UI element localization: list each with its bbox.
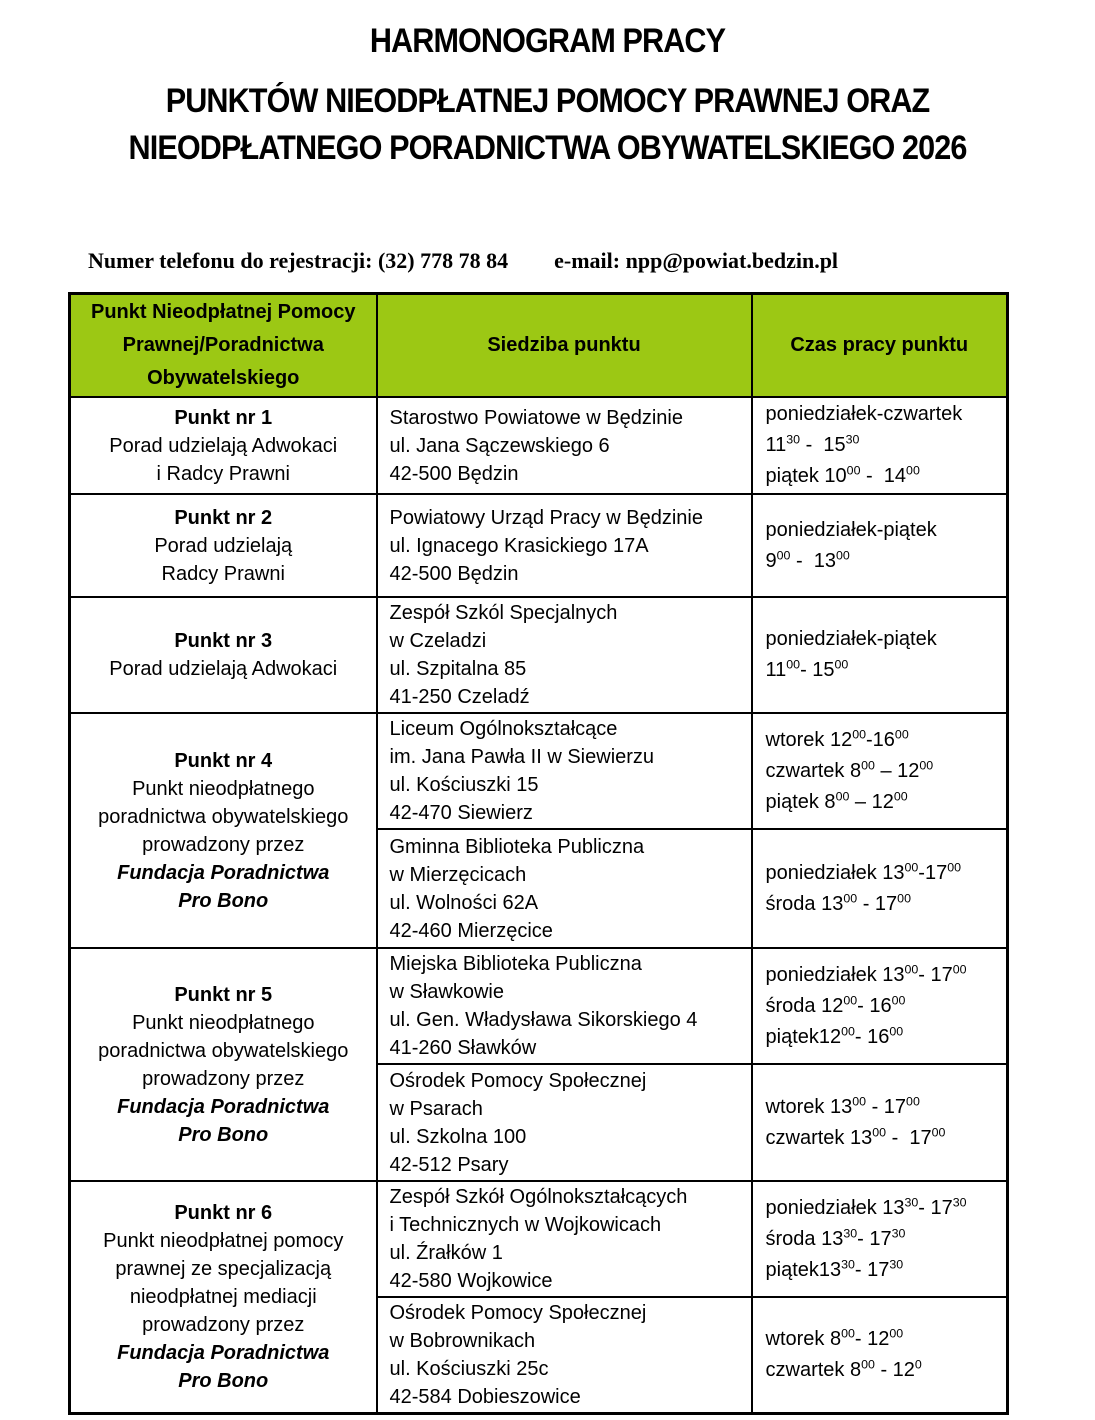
- superscript: 00: [891, 992, 906, 1007]
- punkt-cell: [70, 397, 377, 494]
- schedule-table: [68, 292, 1009, 1415]
- czas-cell: [752, 597, 1008, 713]
- superscript: 00: [889, 1326, 904, 1341]
- text-line: Gminna Biblioteka Publiczna: [389, 835, 645, 858]
- contact-line: [88, 248, 1095, 274]
- table-row-punkt-1: [70, 397, 1008, 494]
- superscript: 00: [919, 757, 934, 772]
- punkt-foundation-name: [81, 1093, 366, 1149]
- punkt-description: [81, 1009, 366, 1093]
- text-line: nieodpłatnej mediacji: [129, 1286, 317, 1308]
- text-line: poniedziałek-piątek: [765, 518, 937, 541]
- text-line: Porad udzielają: [154, 534, 293, 557]
- text-line: 41-250 Czeladź: [389, 686, 530, 708]
- text-line: Porad udzielają Adwokaci: [109, 658, 338, 680]
- superscript: 00: [852, 726, 867, 741]
- punkt-description: [81, 432, 366, 488]
- text-line: środa $12^{00}-$ $16^{00}$: [765, 992, 906, 1017]
- superscript: 00: [836, 547, 850, 562]
- text-line: Liceum Ogólnokształcące: [389, 718, 618, 740]
- page-subtitle: [55, 78, 1041, 172]
- superscript: 00: [846, 463, 861, 478]
- punkt-cell: [70, 713, 377, 948]
- czas-cell: [752, 1064, 1008, 1181]
- text-line: Ośrodek Pomocy Społecznej: [389, 1302, 647, 1324]
- text-line: Pro Bono: [178, 889, 269, 912]
- text-line: ul. Gen. Władysława Sikorskiego 4: [389, 1009, 698, 1031]
- punkt-name: Punkt nr 4: [174, 749, 273, 772]
- text-line: 42-470 Siewierz: [389, 802, 533, 824]
- superscript: 00: [841, 1023, 855, 1038]
- text-line: Pro Bono: [178, 1370, 269, 1392]
- superscript: 00: [861, 1357, 875, 1372]
- punkt-name: Punkt nr 5: [174, 983, 273, 1006]
- superscript: 30: [889, 1256, 904, 1271]
- text-line: Punkt nieodpłatnego: [132, 1011, 315, 1034]
- text-line: wtorek $12^{00}-16^{00}$: [765, 726, 909, 751]
- text-line: Powiatowy Urząd Pracy w Będzinie: [389, 506, 703, 529]
- text-line: im. Jana Pawła II w Siewierzu: [389, 746, 655, 768]
- siedziba-cell: [377, 1064, 752, 1181]
- text-line: $piątek12^{00}-$ $16^{00}$: [765, 1023, 904, 1048]
- punkt-cell: [70, 1181, 377, 1414]
- superscript: 00: [843, 890, 858, 905]
- text-line: ul. Szkolna 100: [389, 1125, 527, 1148]
- column-header-siedziba: Siedziba punktu: [377, 294, 752, 398]
- text-line: prawnej ze specjalizacją: [115, 1258, 332, 1280]
- text-line: 41-260 Sławków: [389, 1037, 537, 1059]
- registration-phone: Numer telefonu do rejestracji: (32) 778 78 84: [88, 248, 509, 273]
- text-line: Zespół Szkół Ogólnokształcących: [389, 1186, 688, 1208]
- superscript: 00: [776, 547, 791, 562]
- czas-cell: [752, 494, 1008, 597]
- text-line: środa $13^{30}-$ $17^{30}$: [765, 1225, 906, 1250]
- text-line: $11^{00}-$ $15^{00}$: [765, 657, 849, 681]
- text-line: poniedziałek $13^{30}-$ $17^{30}$: [765, 1194, 967, 1219]
- subtitle-line-1: PUNKTÓW NIEODPŁATNEJ POMOCY PRAWNEJ ORAZ: [165, 82, 930, 120]
- text-line: w Sławkowie: [389, 981, 504, 1003]
- text-line: Ośrodek Pomocy Społecznej: [389, 1069, 647, 1092]
- punkt-foundation-name: [81, 1339, 366, 1395]
- superscript: 00: [894, 726, 909, 741]
- superscript: 00: [872, 1124, 887, 1139]
- text-line: piątek $10^{00} - 14^{00}$: [765, 463, 920, 487]
- siedziba-cell: [377, 713, 752, 829]
- text-line: 42-460 Mierzęcice: [389, 919, 553, 942]
- superscript: 00: [843, 992, 858, 1007]
- text-line: w Psarach: [389, 1097, 483, 1120]
- text-line: poradnictwa obywatelskiego: [98, 805, 349, 828]
- text-line: Zespół Szkól Specjalnych: [389, 602, 618, 624]
- czas-cell: [752, 397, 1008, 494]
- text-line: piątek $8^{00} - 12^{00}$: [765, 788, 908, 813]
- text-line: Fundacja Poradnictwa: [117, 1095, 330, 1118]
- text-line: Fundacja Poradnictwa: [117, 1342, 330, 1364]
- superscript: 00: [904, 961, 919, 976]
- table-row-punkt-3: [70, 597, 1008, 713]
- text-line: 42-512 Psary: [389, 1153, 509, 1176]
- superscript: 00: [835, 788, 850, 803]
- text-line: poniedziałek $13^{00}-$ $17^{00}$: [765, 961, 967, 986]
- superscript: 00: [786, 657, 801, 672]
- superscript: 00: [841, 1326, 855, 1341]
- siedziba-cell: [377, 397, 752, 494]
- czas-cell: [752, 1297, 1008, 1414]
- siedziba-cell: [377, 1181, 752, 1297]
- superscript: 0: [914, 1357, 922, 1372]
- text-line: środa $13^{00} - 17^{00}$: [765, 890, 911, 915]
- subtitle-line-2: NIEODPŁATNEGO PORADNICTWA OBYWATELSKIEGO 2026: [128, 129, 967, 167]
- superscript: 00: [906, 1093, 920, 1108]
- text-line: i Technicznych w Wojkowicach: [389, 1214, 662, 1236]
- punkt-foundation-name: [81, 859, 366, 915]
- text-line: $11^{30} - 15^{30}$: [765, 432, 860, 456]
- superscript: 30: [891, 1225, 906, 1240]
- text-line: 42-500 Będzin: [389, 562, 519, 585]
- text-line: $piątek13^{30}-$ $17^{30}$: [765, 1256, 904, 1281]
- czas-cell: [752, 829, 1008, 948]
- superscript: 30: [786, 432, 801, 447]
- text-line: Pro Bono: [178, 1123, 269, 1146]
- text-line: czwartek $13^{00} - 17^{00}$: [765, 1124, 946, 1149]
- siedziba-cell: [377, 948, 752, 1064]
- superscript: 30: [952, 1194, 967, 1209]
- siedziba-cell: [377, 597, 752, 713]
- superscript: 00: [904, 859, 919, 874]
- text-line: Radcy Prawni: [161, 562, 285, 585]
- text-line: w Bobrownikach: [389, 1330, 536, 1352]
- text-line: prowadzony przez: [142, 1314, 305, 1336]
- superscript: 00: [931, 1124, 946, 1139]
- table-row-punkt-4a: [70, 713, 1008, 829]
- superscript: 00: [852, 1093, 867, 1108]
- punkt-name: Punkt nr 2: [174, 506, 273, 529]
- text-line: 42-580 Wojkowice: [389, 1270, 553, 1292]
- superscript: 00: [889, 1023, 904, 1038]
- punkt-name: Punkt nr 1: [174, 406, 273, 429]
- table-row-punkt-2: [70, 494, 1008, 597]
- text-line: 42-500 Będzin: [389, 462, 519, 485]
- text-line: ul. Kościuszki 25c: [389, 1358, 549, 1380]
- text-line: ul. Kościuszki 15: [389, 774, 539, 796]
- text-line: poniedziałek-piątek: [765, 628, 937, 650]
- text-line: czwartek $8^{00} - 12^{00}$: [765, 757, 934, 782]
- text-line: Miejska Biblioteka Publiczna: [389, 953, 642, 975]
- siedziba-cell: [377, 829, 752, 948]
- punkt-name: Punkt nr 3: [174, 630, 273, 652]
- text-line: ul. Ignacego Krasickiego 17A: [389, 534, 649, 557]
- text-line: Punkt nieodpłatnej pomocy: [103, 1230, 344, 1252]
- text-line: Porad udzielają Adwokaci: [109, 434, 338, 457]
- siedziba-cell: [377, 1297, 752, 1414]
- punkt-cell: [70, 494, 377, 597]
- text-line: ul. Jana Sączewskiego 6: [389, 434, 610, 457]
- siedziba-cell: [377, 494, 752, 597]
- punkt-description: [81, 532, 366, 588]
- superscript: 00: [947, 859, 961, 874]
- text-line: prowadzony przez: [142, 833, 305, 856]
- superscript: 30: [904, 1194, 919, 1209]
- superscript: 00: [893, 788, 908, 803]
- text-line: ul. Szpitalna 85: [389, 658, 527, 680]
- column-header-czas: Czas pracy punktu: [752, 294, 1008, 398]
- superscript: 00: [952, 961, 967, 976]
- text-line: wtorek $8^{00}-$ $12^{00}$: [765, 1326, 904, 1350]
- punkt-cell: [70, 597, 377, 713]
- superscript: 30: [845, 432, 860, 447]
- text-line: i Radcy Prawni: [156, 462, 290, 485]
- text-line: Fundacja Poradnictwa: [117, 861, 330, 884]
- punkt-cell: [70, 948, 377, 1181]
- text-line: $9^{00} - 13^{00}$: [765, 547, 850, 572]
- text-line: Starostwo Powiatowe w Będzinie: [389, 406, 683, 429]
- table-row-punkt-5a: [70, 948, 1008, 1064]
- punkt-description: [81, 1227, 366, 1339]
- text-line: poniedziałek $13^{00}-17^{00}$: [765, 859, 961, 884]
- superscript: 00: [834, 657, 849, 672]
- superscript: 30: [841, 1256, 855, 1271]
- header-row: [70, 294, 1008, 398]
- czas-cell: [752, 948, 1008, 1064]
- text-line: czwartek $8^{00} - 12^0$: [765, 1357, 922, 1381]
- text-line: Punkt nieodpłatnego: [132, 777, 315, 800]
- text-line: 42-584 Dobieszowice: [389, 1386, 581, 1408]
- table-row-punkt-6a: [70, 1181, 1008, 1297]
- superscript: 00: [906, 463, 920, 478]
- contact-email: e-mail: npp@powiat.bedzin.pl: [554, 248, 839, 273]
- superscript: 00: [861, 757, 875, 772]
- punkt-name: Punkt nr 6: [174, 1202, 273, 1224]
- text-line: w Czeladzi: [389, 630, 487, 652]
- text-line: poniedziałek-czwartek: [765, 403, 963, 425]
- text-line: w Mierzęcicach: [389, 863, 527, 886]
- superscript: 30: [843, 1225, 858, 1240]
- czas-cell: [752, 713, 1008, 829]
- text-line: wtorek $13^{00} - 17^{00}$: [765, 1093, 920, 1118]
- punkt-description: [81, 775, 366, 859]
- punkt-description: [81, 655, 366, 683]
- text-line: poradnictwa obywatelskiego: [98, 1039, 349, 1062]
- page-title: HARMONOGRAM PRACY: [369, 22, 726, 60]
- czas-cell: [752, 1181, 1008, 1297]
- text-line: ul. Źrałków 1: [389, 1242, 503, 1264]
- text-line: prowadzony przez: [142, 1067, 305, 1090]
- superscript: 00: [897, 890, 911, 905]
- column-header-punkt: Punkt Nieodpłatnej Pomocy Prawnej/Poradnictwa Obywatelskiego: [70, 294, 377, 398]
- text-line: ul. Wolności 62A: [389, 891, 539, 914]
